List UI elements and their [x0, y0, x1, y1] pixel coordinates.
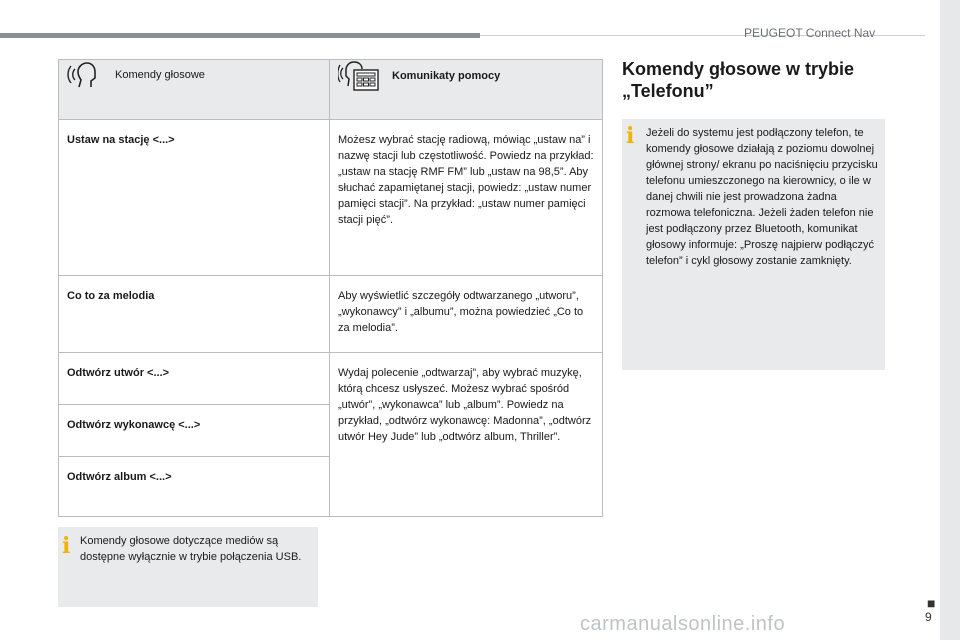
command-name: Co to za melodia	[59, 276, 330, 353]
media-info-note	[58, 527, 318, 607]
table-row	[59, 120, 603, 276]
command-description: Wydaj polecenie „odtwarzaj”, aby wybrać muzykę, którą chcesz usłyszeć. Możesz wybrać spośród „utwór”, „wykonawca” lub „album”. Powiedz na przykład, „odtwórz wykonawcę: Madonna”, „odtwórz utwór Hey Jude” lub „odtwórz album, Thriller”.	[330, 353, 603, 517]
command-name: Odtwórz wykonawcę <...>	[59, 405, 330, 457]
table-row	[59, 276, 603, 353]
section-title: Komendy głosowe w trybie „Telefonu”	[622, 59, 855, 101]
command-description: Aby wyświetlić szczegóły odtwarzanego „utworu”, „wykonawcy” i „albumu”, można powiedzieć „Co to za melodia”.	[330, 276, 603, 353]
voice-commands-table	[58, 59, 603, 517]
header-cell-commands	[59, 60, 330, 120]
info-icon: i	[626, 123, 635, 149]
header-commands-label: Komendy głosowe	[115, 69, 205, 81]
command-name: Odtwórz utwór <...>	[59, 353, 330, 405]
phone-info-text: Jeżeli do systemu jest podłączony telefon, te komendy głosowe działają z poziomu dowolnej głównej strony/ ekranu po naciśnięciu przycisku telefonu umieszczonego na kierownicy, o ile w danej chwili nie jest prowadzona żadna rozmowa telefoniczna. Jeżeli żaden telefon nie jest podłączony przez Bluetooth, komunikat głosowy informuje: „Proszę najpierw podłączyć telefon” i cykl głosowy zostanie zamknięty.	[646, 127, 878, 267]
brand-title: PEUGEOT Connect Nav	[744, 26, 876, 40]
command-description: Możesz wybrać stację radiową, mówiąc „ustaw na” i nazwę stacji lub częstotliwość. Powiedz na przykład: „ustaw na stację RMF FM” lub „ustaw na 98,5”. Aby słuchać zapamiętanej stacji, powiedz: „ustaw numer pamięci stacji”. Na przykład: „ustaw numer pamięci stacji pięć”.	[330, 120, 603, 276]
page-edge-strip	[940, 0, 960, 640]
media-info-text: Komendy głosowe dotyczące mediów są dostępne wyłącznie w trybie połączenia USB.	[80, 535, 302, 563]
help-messages-icon	[338, 60, 380, 92]
command-name: Ustaw na stację <...>	[59, 120, 330, 276]
header-help-label: Komunikaty pomocy	[392, 70, 501, 82]
command-name: Odtwórz album <...>	[59, 457, 330, 517]
header-bar	[0, 33, 480, 38]
header-cell-help	[330, 60, 603, 120]
table-header-row	[59, 60, 603, 120]
watermark: carmanualsonline.info	[580, 613, 786, 635]
table-row	[59, 353, 603, 405]
page-number: 9	[925, 610, 932, 624]
page-marker: ■	[927, 595, 936, 611]
voice-command-icon	[67, 60, 103, 90]
info-icon: i	[62, 533, 71, 559]
phone-info-note	[622, 119, 885, 370]
